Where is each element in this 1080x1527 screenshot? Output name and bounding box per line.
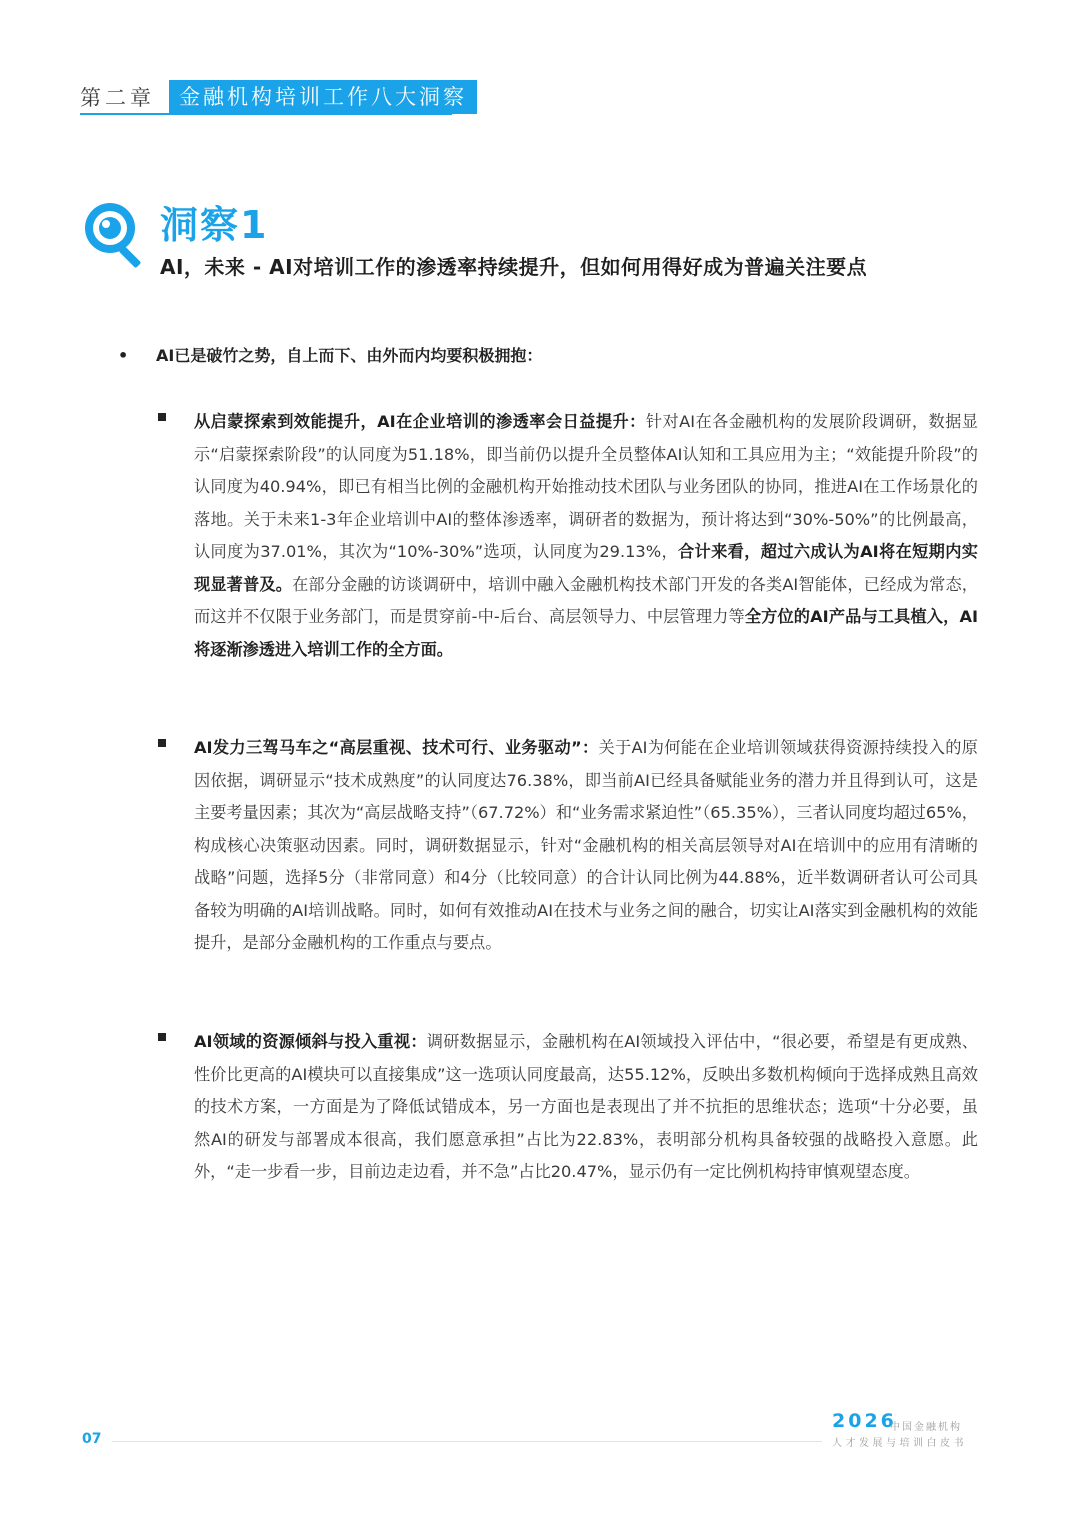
magnifier-icon xyxy=(80,198,152,270)
chapter-header xyxy=(80,80,477,114)
bullet-body: 调研数据显示，金融机构在AI领域投入评估中，“很必要，希望是有更成熟、性价比更高的AI模块可以直接集成”这一选项认同度最高，达55.12%，反映出多数机构倾向于选择成熟且高效的技术方案，一方面是为了降低试错成本，另一方面也是表现出了并不抗拒的思维状态；选项“十分必要，虽然AI的研发与部署成本很高，我们愿意承担”占比为22.83%，表明部分机构具备较强的战略投入意愿。此外，“走一步看一步，目前边走边看，并不急”占比20.47%，显示仍有一定比例机构持审慎观望态度。 xyxy=(194,1032,978,1181)
bullet-heading: AI领域的资源倾斜与投入重视： xyxy=(194,1032,427,1051)
insight-title: 洞察1 xyxy=(160,203,269,247)
page-number: 07 xyxy=(82,1431,102,1447)
bullet-paragraph xyxy=(194,406,978,666)
bullet-dot: • xyxy=(118,346,129,365)
bullet-item xyxy=(158,406,978,666)
bullet-item xyxy=(158,732,978,960)
footer-divider xyxy=(112,1441,822,1442)
square-bullet-icon xyxy=(158,413,166,421)
bullet-heading: AI发力三驾马车之“高层重视、技术可行、业务驱动”： xyxy=(194,738,599,757)
bullet-paragraph xyxy=(194,732,978,960)
footer-org: 中国金融机构 xyxy=(890,1422,962,1433)
lead-statement xyxy=(118,343,542,366)
bullet-paragraph xyxy=(194,1026,978,1189)
insight-subtitle: AI，未来 - AI对培训工作的渗透率持续提升，但如何用得好成为普遍关注要点 xyxy=(160,255,868,279)
square-bullet-icon xyxy=(158,739,166,747)
lead-text: AI已是破竹之势，自上而下、由外而内均要积极拥抱： xyxy=(156,346,543,365)
square-bullet-icon xyxy=(158,1033,166,1041)
footer-year: 2026 xyxy=(832,1410,897,1432)
chapter-number: 第二章 xyxy=(80,86,155,110)
bullet-body: 关于AI为何能在企业培训领域获得资源持续投入的原因依据，调研显示“技术成熟度”的认同度达76.38%，即当前AI已经具备赋能业务的潜力并且得到认可，这是主要考量因素；其次为“高层战略支持”（67.72%）和“业务需求紧迫性”（65.35%），三者认同度均超过65%，构成核心决策驱动因素。同时，调研数据显示，针对“金融机构的相关高层领导对AI在培训中的应用有清晰的战略”问题，选择5分（非常同意）和4分（比较同意）的合计认同比例为44.88%，近半数调研者认可公司具备较为明确的AI培训战略。同时，如何有效推动AI在技术与业务之间的融合，切实让AI落实到金融机构的效能提升，是部分金融机构的工作重点与要点。 xyxy=(194,738,978,952)
chapter-title: 金融机构培训工作八大洞察 xyxy=(169,80,477,114)
chapter-underline xyxy=(80,113,452,115)
bullet-emphasis: 全方位的AI产品与工具植入，AI将逐渐渗透进入培训工作的全方面。 xyxy=(194,607,978,659)
bullet-body: 在部分金融的访谈调研中，培训中融入金融机构技术部门开发的各类AI智能体，已经成为常态，而这并不仅限于业务部门，而是贯穿前-中-后台、高层领导力、中层管理力等 xyxy=(194,574,978,626)
footer-subtitle: 人才发展与培训白皮书 xyxy=(832,1438,967,1449)
bullet-emphasis: 合计来看，超过六成认为AI将在短期内实现显著普及。 xyxy=(194,542,978,594)
bullet-item xyxy=(158,1026,978,1189)
bullet-heading: 从启蒙探索到效能提升，AI在企业培训的渗透率会日益提升： xyxy=(194,412,646,431)
bullet-body: 针对AI在各金融机构的发展阶段调研，数据显示“启蒙探索阶段”的认同度为51.18%，即当前仍以提升全员整体AI认知和工具应用为主；“效能提升阶段”的认同度为40.94%，即已有相当比例的金融机构开始推动技术团队与业务团队的协同，推进AI在工作场景化的落地。关于未来1-3年企业培训中AI的整体渗透率，调研者的数据为，预计将达到“30%-50%”的比例最高，认同度为37.01%，其次为“10%-30%”选项，认同度为29.13%， xyxy=(194,412,978,561)
